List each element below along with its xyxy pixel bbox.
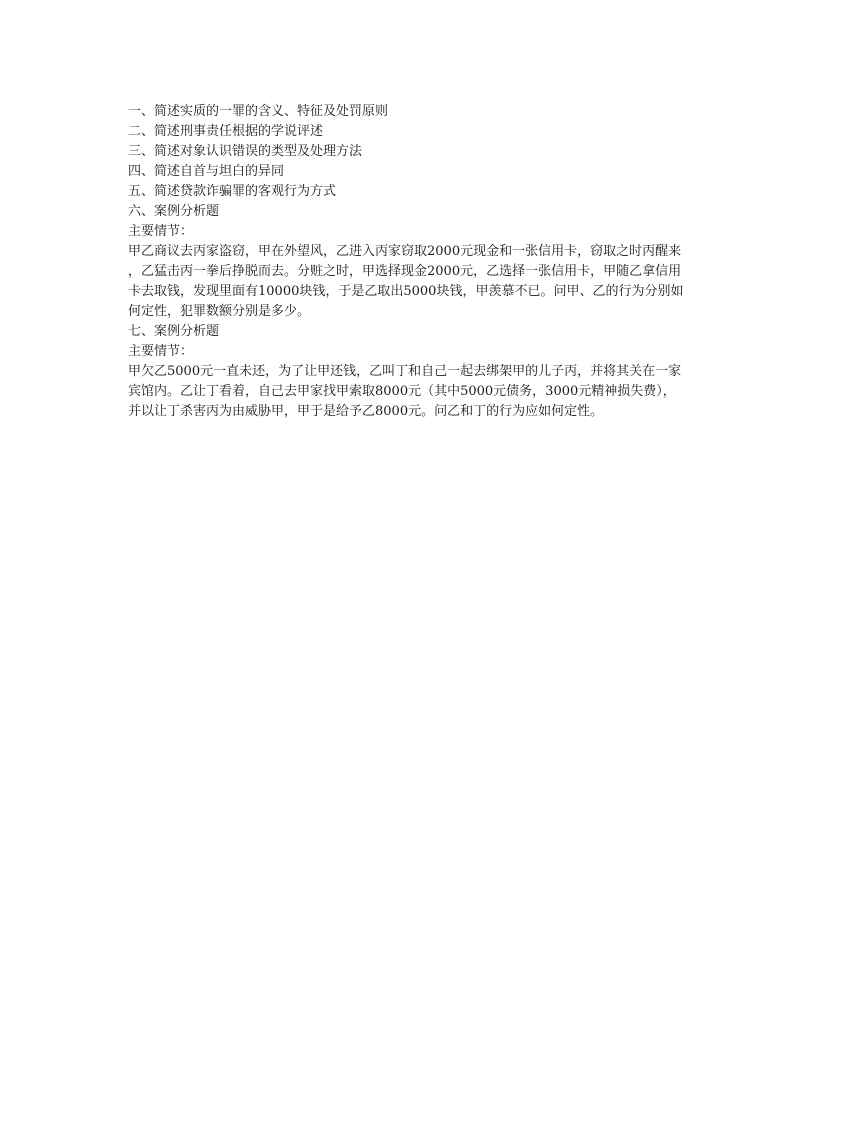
question-3: 三、简述对象认识错误的类型及处理方法 (128, 144, 363, 159)
case-6-line: 甲乙商议去丙家盗窃，甲在外望风，乙进入丙家窃取2000元现金和一张信用卡，窃取之时丙醒来 (128, 244, 682, 259)
case-6-line: 何定性，犯罪数额分别是多少。 (128, 304, 311, 319)
case-6-subheading: 主要情节： (128, 224, 194, 239)
case-7-line: 并以让丁杀害丙为由威胁甲，甲于是给予乙8000元。问乙和丁的行为应如何定性。 (128, 404, 604, 419)
case-6-text (128, 242, 732, 322)
document-body (128, 102, 732, 422)
case-7-line: 宾馆内。乙让丁看着，自己去甲家找甲索取8000元（其中5000元债务，3000元精神损失费）， (128, 384, 676, 399)
case-6-heading: 六、案例分析题 (128, 204, 220, 219)
case-6-line: 卡去取钱，发现里面有10000块钱，于是乙取出5000块钱，甲羡慕不已。问甲、乙的行为分别如 (128, 284, 684, 299)
question-2: 二、简述刑事责任根据的学说评述 (128, 124, 324, 139)
case-7-heading: 七、案例分析题 (128, 324, 220, 339)
question-5: 五、简述贷款诈骗罪的客观行为方式 (128, 184, 337, 199)
case-7-subheading: 主要情节： (128, 344, 194, 359)
case-6-line: ，乙猛击丙一拳后挣脱而去。分赃之时，甲选择现金2000元，乙选择一张信用卡，甲随乙拿信用 (128, 264, 682, 279)
question-1: 一、简述实质的一罪的含义、特征及处罚原则 (128, 104, 389, 119)
case-7-line: 甲欠乙5000元一直未还，为了让甲还钱，乙叫丁和自己一起去绑架甲的儿子丙，并将其关在一家 (128, 364, 682, 379)
case-7-text (128, 362, 732, 422)
question-4: 四、简述自首与坦白的异同 (128, 164, 285, 179)
